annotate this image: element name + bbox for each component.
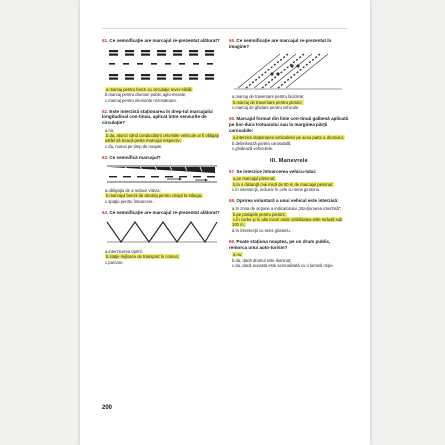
option-text: marcaj pentru drumuri public aglo-merate; bbox=[108, 92, 187, 98]
section-heading: III. Manevrele bbox=[270, 157, 308, 164]
option-text: da, atunci când conducătorii celorlalte vehicule ar fi obligaţi astfel să treacă peste marcajul respectiv; bbox=[105, 133, 219, 144]
question-number: 68. bbox=[229, 198, 236, 204]
zigzag-marking-figure bbox=[105, 219, 219, 245]
question-text bbox=[229, 38, 349, 49]
option-b bbox=[232, 141, 349, 146]
question-65 bbox=[229, 38, 349, 110]
option-letter: a. bbox=[232, 206, 236, 211]
option-b bbox=[105, 92, 222, 97]
option-a bbox=[105, 188, 222, 193]
question-62 bbox=[102, 109, 222, 149]
option-text: nu; bbox=[108, 127, 115, 133]
question-64 bbox=[102, 210, 222, 265]
option-c bbox=[232, 217, 349, 227]
option-letter: a. bbox=[233, 176, 237, 182]
option-text: nu; bbox=[236, 252, 243, 258]
option-letter: c. bbox=[105, 259, 109, 265]
reversible-lane-marking-figure bbox=[105, 47, 219, 83]
question-text bbox=[229, 198, 349, 204]
option-letter: a. bbox=[233, 135, 237, 141]
question-text bbox=[102, 155, 222, 161]
option-text: în intersecţii, inclusiv în cele cu sens giratoriu. bbox=[235, 187, 321, 193]
option-text: în zona de acţiune a indicatorului „Sta-ţionarea interzisă”; bbox=[235, 206, 342, 211]
option-a bbox=[232, 206, 349, 211]
option-letter: a. bbox=[105, 127, 109, 133]
option-text: staţie mijloace de transport în comun; bbox=[109, 254, 180, 260]
option-d bbox=[232, 228, 349, 233]
option-letter: b. bbox=[233, 211, 237, 217]
option-text: parcare. bbox=[108, 259, 124, 265]
question-number: 61. bbox=[102, 38, 109, 43]
option-text: spaţiu pentru întoarcere. bbox=[108, 198, 154, 204]
option-letter: b. bbox=[106, 254, 110, 260]
bicycle-crossing-marking-figure bbox=[232, 52, 344, 90]
question-67 bbox=[229, 169, 349, 193]
option-b bbox=[232, 212, 349, 217]
option-c bbox=[232, 263, 349, 268]
option-text: pe pasajele pentru pietoni; bbox=[236, 211, 286, 217]
option-letter: b. bbox=[232, 257, 236, 263]
question-number: 63. bbox=[102, 155, 109, 161]
option-letter: b. bbox=[233, 181, 237, 187]
question-61 bbox=[102, 38, 222, 103]
option-text: delimitează partea carosabilă; bbox=[235, 140, 292, 146]
question-number: 67. bbox=[229, 168, 236, 174]
option-text: în intersecţii cu sens giratoriu. bbox=[235, 227, 291, 233]
book-page bbox=[80, 0, 370, 445]
question-title: Ce semnificaţie are marcajul re-prezentat alăturat? bbox=[109, 209, 220, 215]
option-c bbox=[105, 260, 222, 265]
option-letter: b. bbox=[105, 92, 109, 98]
question-68 bbox=[229, 198, 349, 233]
left-column bbox=[102, 38, 222, 271]
option-text: marcaj de traversare pentru pietoni; bbox=[236, 99, 303, 105]
question-text bbox=[229, 169, 349, 175]
option-text: pe marcajul pietonal; bbox=[236, 176, 276, 182]
option-b bbox=[105, 133, 222, 143]
option-letter: a. bbox=[105, 187, 109, 193]
option-b bbox=[232, 100, 349, 105]
option-letter: a. bbox=[105, 248, 109, 254]
option-text: în curbe şi în alte locuri unde vizibilitatea este redusă sub 100 m; bbox=[232, 217, 343, 228]
option-text: marcaj de traversare pentru biciclete; bbox=[235, 94, 305, 100]
option-letter: c. bbox=[232, 187, 236, 193]
question-title: Ce semnificaţie are marcajul re-prezentat în imagine? bbox=[229, 38, 332, 49]
option-letter: c. bbox=[232, 105, 236, 111]
option-text: marcajul benzii de decalaj pentru virajul la stânga; bbox=[109, 193, 203, 199]
option-a bbox=[105, 128, 222, 133]
question-text bbox=[102, 210, 222, 216]
question-text bbox=[102, 38, 222, 44]
option-b bbox=[105, 193, 222, 198]
option-b bbox=[232, 182, 349, 187]
question-title: Ce semnificaţie are marcajul re-prezentat alăturat? bbox=[109, 38, 220, 43]
option-text: la o distanţă mai mică de 50 m de marcajul pietonal; bbox=[236, 181, 334, 187]
right-column bbox=[229, 38, 349, 274]
option-c bbox=[232, 146, 349, 151]
option-a bbox=[232, 252, 349, 257]
question-title: Se interzice întoarcerea vehicu-lului: bbox=[236, 168, 317, 174]
question-title: Este interzisă staţionarea în drep-tul marcajului longitudinal con-tinuu, aplicat între sensurile de circulaţie? bbox=[102, 108, 213, 126]
question-title: Oprirea voluntară a unui vehicul este interzisă: bbox=[236, 198, 339, 204]
option-text: marcaj de ghidare pentru vehicule. bbox=[235, 105, 300, 111]
question-text bbox=[102, 109, 222, 126]
option-text: da, dacă aceasta este semnalizată cu o lumină roşie. bbox=[235, 263, 334, 269]
option-b bbox=[232, 258, 349, 263]
question-number: 64. bbox=[102, 209, 109, 215]
option-letter: c. bbox=[105, 198, 109, 204]
option-text: interzice staţionarea vehiculelor pe acea parte a drumului; bbox=[236, 135, 344, 141]
question-number: 62. bbox=[102, 108, 109, 114]
option-letter: a. bbox=[106, 86, 110, 92]
option-text: da, dacă drumul este iluminat; bbox=[235, 257, 292, 263]
option-text: da, numai pe timp de noapte. bbox=[108, 143, 163, 149]
question-number: 66. bbox=[229, 116, 236, 122]
option-letter: c. bbox=[105, 97, 109, 103]
option-letter: c. bbox=[232, 146, 236, 152]
option-letter: b. bbox=[233, 99, 237, 105]
option-a bbox=[105, 249, 222, 254]
option-letter: c. bbox=[105, 143, 109, 149]
question-66 bbox=[229, 116, 349, 151]
option-letter: a. bbox=[233, 252, 237, 258]
option-letter: c. bbox=[233, 217, 237, 223]
option-a bbox=[232, 135, 349, 140]
question-number: 65. bbox=[229, 38, 236, 43]
option-b bbox=[105, 254, 222, 259]
question-title: Marcajul format din linie con-tinuă galbenă aplicată pe bor-dura trotuarului sau la marginea părţii carosabile: bbox=[229, 116, 349, 133]
option-letter: b. bbox=[106, 193, 110, 199]
option-text: marcaj pentru elemente rezonatoare. bbox=[108, 97, 177, 103]
option-a bbox=[232, 176, 349, 181]
option-letter: a. bbox=[232, 94, 236, 100]
option-c bbox=[105, 144, 222, 149]
option-letter: b. bbox=[106, 133, 110, 139]
turn-lane-marking-figure bbox=[105, 164, 219, 184]
option-letter: b. bbox=[232, 140, 236, 146]
option-text: ghidează vehiculele. bbox=[235, 146, 274, 152]
option-letter: d. bbox=[232, 227, 236, 233]
page-number: 200 bbox=[102, 405, 113, 411]
question-text bbox=[229, 116, 349, 133]
question-69 bbox=[229, 239, 349, 268]
header-rule bbox=[102, 28, 348, 29]
question-63 bbox=[102, 155, 222, 204]
question-text bbox=[229, 239, 349, 250]
option-c bbox=[105, 98, 222, 103]
option-c bbox=[105, 199, 222, 204]
option-letter: c. bbox=[232, 263, 236, 269]
question-number: 69. bbox=[229, 238, 236, 244]
question-title: Poate staţiona noaptea, pe un drum public, remorca unui auto-turism? bbox=[229, 238, 331, 250]
question-title: Ce semnifică marcajul? bbox=[109, 155, 161, 161]
option-c bbox=[232, 105, 349, 110]
option-a bbox=[105, 87, 222, 92]
option-a bbox=[232, 94, 349, 99]
option-text: marcaj pentru benzi cu circulaţie rever-sibilă; bbox=[109, 86, 193, 92]
option-text: obligaţia de a reduce viteza; bbox=[108, 187, 161, 193]
option-text: interzicerea opririi; bbox=[108, 248, 143, 254]
option-c bbox=[232, 187, 349, 192]
